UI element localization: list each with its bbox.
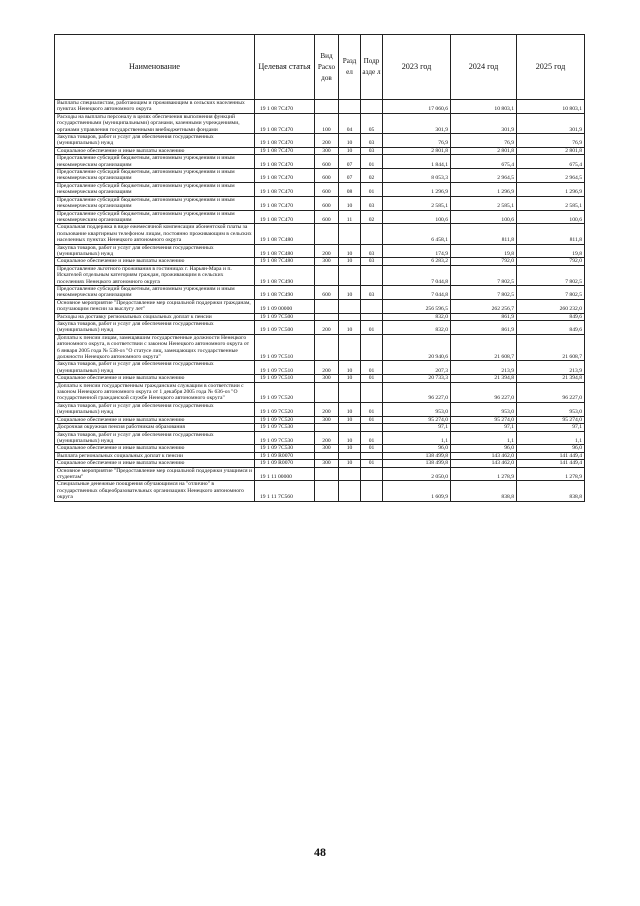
row-target-code: 19 1 09 7С510 bbox=[255, 361, 315, 375]
row-subsection: 03 bbox=[361, 285, 383, 299]
row-value-2023: 2 050,0 bbox=[383, 467, 451, 481]
row-value-2025: 838,8 bbox=[517, 481, 585, 501]
row-name: Выплаты специалистам, работающим и проживающим в сельских населенных пунктах Ненецкого автономного округа bbox=[55, 100, 255, 114]
row-kind bbox=[315, 265, 339, 285]
row-target-code: 19 1 08 7С470 bbox=[255, 182, 315, 196]
row-subsection bbox=[361, 224, 383, 244]
row-value-2024: 19,8 bbox=[451, 244, 517, 258]
row-value-2023: 6 283,2 bbox=[383, 258, 451, 265]
row-section: 10 bbox=[339, 258, 361, 265]
row-kind: 600 bbox=[315, 196, 339, 210]
row-value-2023: 97,1 bbox=[383, 424, 451, 431]
row-subsection: 01 bbox=[361, 460, 383, 467]
row-value-2024: 1 296,9 bbox=[451, 182, 517, 196]
row-section: 11 bbox=[339, 210, 361, 224]
row-section bbox=[339, 100, 361, 114]
row-value-2023: 7 044,8 bbox=[383, 285, 451, 299]
row-kind: 600 bbox=[315, 169, 339, 183]
row-name: Предоставление субсидий бюджетным, автономным учреждениям и иным некоммерческим организациям bbox=[55, 196, 255, 210]
row-value-2025: 7 802,5 bbox=[517, 285, 585, 299]
row-kind: 600 bbox=[315, 210, 339, 224]
row-section: 07 bbox=[339, 155, 361, 169]
row-value-2023: 17 060,6 bbox=[383, 100, 451, 114]
row-name: Расходы на выплаты персоналу в целях обеспечения выполнения функций государственными (муниципальными) органами, казенными учреждениями, органами управления государственными внебюджетными фондами bbox=[55, 113, 255, 133]
row-value-2023: 96,0 bbox=[383, 445, 451, 452]
row-kind: 100 bbox=[315, 113, 339, 133]
row-value-2025: 96 227,0 bbox=[517, 382, 585, 402]
row-value-2024: 811,8 bbox=[451, 224, 517, 244]
row-name: Социальное обеспечение и иные выплаты населению bbox=[55, 375, 255, 382]
row-kind: 300 bbox=[315, 147, 339, 154]
table-row bbox=[55, 416, 585, 423]
header-row bbox=[55, 35, 585, 100]
page-number: 48 bbox=[314, 845, 326, 859]
row-kind bbox=[315, 100, 339, 114]
row-value-2024: 2 585,1 bbox=[451, 196, 517, 210]
table-row bbox=[55, 481, 585, 501]
header-target: Целевая статья bbox=[255, 35, 315, 100]
row-target-code: 19 1 08 7С470 bbox=[255, 210, 315, 224]
row-kind bbox=[315, 467, 339, 481]
row-value-2024: 76,9 bbox=[451, 134, 517, 148]
header-section: Разд ел bbox=[339, 35, 361, 100]
table-row bbox=[55, 224, 585, 244]
row-value-2023: 256 596,5 bbox=[383, 299, 451, 313]
row-section bbox=[339, 424, 361, 431]
row-value-2024: 861,9 bbox=[451, 321, 517, 335]
row-value-2025: 953,0 bbox=[517, 402, 585, 416]
row-value-2025: 1 278,9 bbox=[517, 467, 585, 481]
row-value-2025: 260 232,0 bbox=[517, 299, 585, 313]
row-section: 10 bbox=[339, 244, 361, 258]
row-target-code: 19 1 11 7С560 bbox=[255, 481, 315, 501]
row-target-code: 19 1 08 7С480 bbox=[255, 224, 315, 244]
row-value-2024: 143 462,0 bbox=[451, 460, 517, 467]
header-2023: 2023 год bbox=[383, 35, 451, 100]
table-row bbox=[55, 100, 585, 114]
row-value-2025: 213,9 bbox=[517, 361, 585, 375]
row-subsection: 02 bbox=[361, 210, 383, 224]
row-subsection: 01 bbox=[361, 402, 383, 416]
row-section: 10 bbox=[339, 196, 361, 210]
row-section bbox=[339, 265, 361, 285]
row-target-code: 19 1 09 R0070 bbox=[255, 460, 315, 467]
row-name: Доплаты к пенсии лицам, замещавшим государственные должности Ненецкого автономного округа, в соответствии с законом Ненецкого автономного округа от 6 января 2005 года № 538-оз "О статусе лиц, замещающих государственные должности Ненецкого автономного округа" bbox=[55, 334, 255, 361]
row-section: 10 bbox=[339, 321, 361, 335]
table-row bbox=[55, 147, 585, 154]
table-row bbox=[55, 375, 585, 382]
row-value-2023: 2 585,1 bbox=[383, 196, 451, 210]
row-value-2025: 21 394,8 bbox=[517, 375, 585, 382]
row-subsection: 01 bbox=[361, 416, 383, 423]
row-subsection: 02 bbox=[361, 169, 383, 183]
row-name: Закупка товаров, работ и услуг для обеспечения государственных (муниципальных) нужд bbox=[55, 321, 255, 335]
row-kind bbox=[315, 299, 339, 313]
row-name: Социальное обеспечение и иные выплаты населению bbox=[55, 258, 255, 265]
row-target-code: 19 1 09 7С500 bbox=[255, 313, 315, 320]
row-value-2023: 301,9 bbox=[383, 113, 451, 133]
row-value-2024: 100,6 bbox=[451, 210, 517, 224]
row-value-2025: 76,9 bbox=[517, 134, 585, 148]
table-row bbox=[55, 313, 585, 320]
row-value-2024: 838,8 bbox=[451, 481, 517, 501]
row-value-2025: 100,6 bbox=[517, 210, 585, 224]
row-kind: 300 bbox=[315, 416, 339, 423]
row-kind: 300 bbox=[315, 258, 339, 265]
row-section bbox=[339, 481, 361, 501]
row-value-2023: 1 296,9 bbox=[383, 182, 451, 196]
row-section: 10 bbox=[339, 134, 361, 148]
row-value-2024: 21 608,7 bbox=[451, 334, 517, 361]
row-value-2023: 207,3 bbox=[383, 361, 451, 375]
row-target-code: 19 1 09 7С530 bbox=[255, 445, 315, 452]
header-kind: Вид Расхо дов bbox=[315, 35, 339, 100]
row-subsection: 03 bbox=[361, 244, 383, 258]
row-value-2024: 96,0 bbox=[451, 445, 517, 452]
row-subsection: 01 bbox=[361, 445, 383, 452]
row-value-2025: 2 964,5 bbox=[517, 169, 585, 183]
row-section: 08 bbox=[339, 182, 361, 196]
row-kind bbox=[315, 313, 339, 320]
row-value-2025: 141 449,4 bbox=[517, 460, 585, 467]
row-target-code: 19 1 09 00000 bbox=[255, 299, 315, 313]
table-row bbox=[55, 169, 585, 183]
row-name: Предоставление субсидий бюджетным, автономным учреждениям и иным некоммерческим организациям bbox=[55, 210, 255, 224]
row-section: 10 bbox=[339, 361, 361, 375]
row-value-2025: 21 608,7 bbox=[517, 334, 585, 361]
row-name: Закупка товаров, работ и услуг для обеспечения государственных (муниципальных) нужд bbox=[55, 134, 255, 148]
row-subsection bbox=[361, 382, 383, 402]
row-kind: 300 bbox=[315, 460, 339, 467]
row-kind: 200 bbox=[315, 134, 339, 148]
row-section: 10 bbox=[339, 402, 361, 416]
row-target-code: 19 1 09 R0070 bbox=[255, 452, 315, 459]
row-value-2024: 301,9 bbox=[451, 113, 517, 133]
row-value-2025: 849,6 bbox=[517, 321, 585, 335]
row-section: 10 bbox=[339, 445, 361, 452]
row-value-2023: 6 458,1 bbox=[383, 224, 451, 244]
row-name: Специальные денежные поощрения обучающимся на "отлично" в государственных общеобразовательных организациях Ненецкого автономного округа bbox=[55, 481, 255, 501]
table-row bbox=[55, 431, 585, 445]
row-target-code: 19 1 09 7С530 bbox=[255, 431, 315, 445]
header-subsection: Подр азде л bbox=[361, 35, 383, 100]
row-name: Социальное обеспечение и иные выплаты населению bbox=[55, 460, 255, 467]
table-row bbox=[55, 244, 585, 258]
row-target-code: 19 1 09 7С500 bbox=[255, 321, 315, 335]
row-name: Доплаты к пенсии государственным гражданским служащим в соответствии с законом Ненецкого автономного округа от 1 декабря 2005 года № 636-оз "О государственной гражданской службе Ненецкого автономного округа" bbox=[55, 382, 255, 402]
row-section: 10 bbox=[339, 285, 361, 299]
row-subsection: 01 bbox=[361, 361, 383, 375]
row-subsection bbox=[361, 467, 383, 481]
table-row bbox=[55, 460, 585, 467]
row-kind: 600 bbox=[315, 182, 339, 196]
budget-table bbox=[54, 34, 585, 502]
row-kind: 200 bbox=[315, 361, 339, 375]
table-row bbox=[55, 210, 585, 224]
row-value-2023: 8 053,3 bbox=[383, 169, 451, 183]
row-section: 10 bbox=[339, 431, 361, 445]
row-name: Предоставление льготного проживания в гостиницах г. Нарьян-Мара и п. Искателей отдельным категориям граждан, проживающим в сельских поселениях Ненецкого автономного округа bbox=[55, 265, 255, 285]
row-subsection: 03 bbox=[361, 147, 383, 154]
row-value-2023: 138 499,8 bbox=[383, 452, 451, 459]
table-row bbox=[55, 155, 585, 169]
row-kind: 600 bbox=[315, 285, 339, 299]
row-subsection: 05 bbox=[361, 113, 383, 133]
row-value-2023: 20 733,3 bbox=[383, 375, 451, 382]
row-kind bbox=[315, 224, 339, 244]
row-value-2025: 10 803,1 bbox=[517, 100, 585, 114]
row-value-2023: 832,0 bbox=[383, 321, 451, 335]
row-section: 07 bbox=[339, 169, 361, 183]
row-value-2025: 301,9 bbox=[517, 113, 585, 133]
row-kind: 200 bbox=[315, 244, 339, 258]
row-target-code: 19 1 08 7С470 bbox=[255, 134, 315, 148]
row-subsection bbox=[361, 452, 383, 459]
row-value-2023: 96 227,0 bbox=[383, 382, 451, 402]
row-name: Предоставление субсидий бюджетным, автономным учреждениям и иным некоммерческим организациям bbox=[55, 169, 255, 183]
row-section bbox=[339, 224, 361, 244]
row-target-code: 19 1 08 7С470 bbox=[255, 147, 315, 154]
table-row bbox=[55, 445, 585, 452]
row-value-2024: 792,0 bbox=[451, 258, 517, 265]
table-row bbox=[55, 299, 585, 313]
row-section bbox=[339, 334, 361, 361]
row-kind: 300 bbox=[315, 445, 339, 452]
row-name: Закупка товаров, работ и услуг для обеспечения государственных (муниципальных) нужд bbox=[55, 361, 255, 375]
row-kind bbox=[315, 481, 339, 501]
row-value-2025: 95 274,0 bbox=[517, 416, 585, 423]
row-value-2024: 10 803,1 bbox=[451, 100, 517, 114]
row-name: Выплата региональных социальных доплат к пенсии bbox=[55, 452, 255, 459]
row-subsection: 03 bbox=[361, 134, 383, 148]
row-section bbox=[339, 382, 361, 402]
table-row bbox=[55, 265, 585, 285]
row-subsection bbox=[361, 313, 383, 320]
row-value-2025: 141 449,4 bbox=[517, 452, 585, 459]
row-value-2024: 21 394,8 bbox=[451, 375, 517, 382]
row-value-2023: 7 044,8 bbox=[383, 265, 451, 285]
row-section: 10 bbox=[339, 375, 361, 382]
row-subsection bbox=[361, 265, 383, 285]
row-target-code: 19 1 09 7С520 bbox=[255, 416, 315, 423]
row-value-2025: 849,6 bbox=[517, 313, 585, 320]
row-value-2024: 7 802,5 bbox=[451, 265, 517, 285]
row-kind: 200 bbox=[315, 402, 339, 416]
row-value-2023: 2 801,8 bbox=[383, 147, 451, 154]
row-section bbox=[339, 452, 361, 459]
row-kind: 200 bbox=[315, 321, 339, 335]
row-name: Предоставление субсидий бюджетным, автономным учреждениям и иным некоммерческим организациям bbox=[55, 155, 255, 169]
row-value-2024: 1 278,9 bbox=[451, 467, 517, 481]
row-target-code: 19 1 11 00000 bbox=[255, 467, 315, 481]
row-value-2025: 792,0 bbox=[517, 258, 585, 265]
table-row bbox=[55, 334, 585, 361]
row-value-2023: 1,1 bbox=[383, 431, 451, 445]
row-value-2025: 97,1 bbox=[517, 424, 585, 431]
row-target-code: 19 1 09 7С520 bbox=[255, 402, 315, 416]
row-name: Закупка товаров, работ и услуг для обеспечения государственных (муниципальных) нужд bbox=[55, 431, 255, 445]
row-value-2023: 100,6 bbox=[383, 210, 451, 224]
row-value-2024: 143 462,0 bbox=[451, 452, 517, 459]
row-value-2025: 96,0 bbox=[517, 445, 585, 452]
table-row bbox=[55, 402, 585, 416]
row-value-2024: 96 227,0 bbox=[451, 382, 517, 402]
row-kind bbox=[315, 382, 339, 402]
row-value-2024: 262 256,7 bbox=[451, 299, 517, 313]
row-target-code: 19 1 08 7С470 bbox=[255, 155, 315, 169]
row-value-2023: 832,0 bbox=[383, 313, 451, 320]
row-kind: 200 bbox=[315, 431, 339, 445]
row-kind bbox=[315, 334, 339, 361]
table-row bbox=[55, 285, 585, 299]
table-row bbox=[55, 361, 585, 375]
row-subsection bbox=[361, 100, 383, 114]
row-name: Закупка товаров, работ и услуг для обеспечения государственных (муниципальных) нужд bbox=[55, 244, 255, 258]
row-target-code: 19 1 08 7С470 bbox=[255, 196, 315, 210]
row-value-2023: 20 940,6 bbox=[383, 334, 451, 361]
row-subsection: 03 bbox=[361, 196, 383, 210]
row-section: 10 bbox=[339, 460, 361, 467]
row-value-2025: 811,8 bbox=[517, 224, 585, 244]
row-kind: 300 bbox=[315, 375, 339, 382]
row-value-2023: 76,9 bbox=[383, 134, 451, 148]
table-row bbox=[55, 382, 585, 402]
table-row bbox=[55, 196, 585, 210]
row-kind bbox=[315, 452, 339, 459]
row-subsection: 01 bbox=[361, 321, 383, 335]
row-value-2024: 97,1 bbox=[451, 424, 517, 431]
table-row bbox=[55, 134, 585, 148]
row-value-2025: 1 296,9 bbox=[517, 182, 585, 196]
row-name: Социальное обеспечение и иные выплаты населению bbox=[55, 445, 255, 452]
row-name: Досрочная окружная пенсия работникам образования bbox=[55, 424, 255, 431]
table-row bbox=[55, 467, 585, 481]
table-row bbox=[55, 321, 585, 335]
row-value-2025: 19,8 bbox=[517, 244, 585, 258]
row-target-code: 19 1 09 7С510 bbox=[255, 334, 315, 361]
header-2024: 2024 год bbox=[451, 35, 517, 100]
row-target-code: 19 1 08 7С470 bbox=[255, 100, 315, 114]
row-value-2025: 1,1 bbox=[517, 431, 585, 445]
row-section: 10 bbox=[339, 416, 361, 423]
row-subsection: 01 bbox=[361, 431, 383, 445]
row-section bbox=[339, 299, 361, 313]
row-value-2025: 7 802,5 bbox=[517, 265, 585, 285]
row-value-2023: 138 499,8 bbox=[383, 460, 451, 467]
row-name: Основное мероприятие "Предоставление мер социальной поддержки гражданам, получающим пенсии за выслугу лет" bbox=[55, 299, 255, 313]
row-value-2024: 2 801,8 bbox=[451, 147, 517, 154]
row-section bbox=[339, 467, 361, 481]
header-2025: 2025 год bbox=[517, 35, 585, 100]
row-section: 04 bbox=[339, 113, 361, 133]
row-value-2023: 1 844,1 bbox=[383, 155, 451, 169]
row-target-code: 19 1 08 7С470 bbox=[255, 113, 315, 133]
row-target-code: 19 1 08 7С480 bbox=[255, 244, 315, 258]
row-name: Социальное обеспечение и иные выплаты населению bbox=[55, 147, 255, 154]
row-value-2023: 1 609,9 bbox=[383, 481, 451, 501]
row-value-2025: 675,4 bbox=[517, 155, 585, 169]
table-body bbox=[55, 100, 585, 502]
table-row bbox=[55, 424, 585, 431]
row-value-2024: 95 274,0 bbox=[451, 416, 517, 423]
row-name: Закупка товаров, работ и услуг для обеспечения государственных (муниципальных) нужд bbox=[55, 402, 255, 416]
row-value-2023: 95 274,0 bbox=[383, 416, 451, 423]
row-value-2024: 1,1 bbox=[451, 431, 517, 445]
row-value-2023: 174,9 bbox=[383, 244, 451, 258]
row-subsection bbox=[361, 299, 383, 313]
row-value-2024: 213,9 bbox=[451, 361, 517, 375]
row-value-2024: 953,0 bbox=[451, 402, 517, 416]
row-target-code: 19 1 08 7С480 bbox=[255, 258, 315, 265]
row-section: 10 bbox=[339, 147, 361, 154]
row-subsection bbox=[361, 481, 383, 501]
row-target-code: 19 1 08 7С470 bbox=[255, 169, 315, 183]
row-value-2024: 861,9 bbox=[451, 313, 517, 320]
row-name: Расходы на доставку региональных социальных доплат к пенсии bbox=[55, 313, 255, 320]
row-kind: 600 bbox=[315, 155, 339, 169]
row-value-2024: 675,4 bbox=[451, 155, 517, 169]
row-name: Социальное обеспечение и иные выплаты населению bbox=[55, 416, 255, 423]
row-target-code: 19 1 09 7С510 bbox=[255, 375, 315, 382]
row-target-code: 19 1 09 7С530 bbox=[255, 424, 315, 431]
row-value-2025: 2 801,8 bbox=[517, 147, 585, 154]
row-name: Предоставление субсидий бюджетным, автономным учреждениям и иным некоммерческим организациям bbox=[55, 285, 255, 299]
table-row bbox=[55, 258, 585, 265]
row-subsection: 01 bbox=[361, 375, 383, 382]
row-name: Социальная поддержка в виде ежемесячной компенсации абонентской платы за пользование квартирным телефоном лицам, постоянно проживающим в сельских населенных пунктах Ненецкого автономного округа bbox=[55, 224, 255, 244]
row-subsection: 01 bbox=[361, 155, 383, 169]
row-value-2025: 2 585,1 bbox=[517, 196, 585, 210]
row-value-2024: 2 964,5 bbox=[451, 169, 517, 183]
table-row bbox=[55, 452, 585, 459]
row-target-code: 19 1 08 7С490 bbox=[255, 285, 315, 299]
table-row bbox=[55, 113, 585, 133]
row-value-2024: 7 802,5 bbox=[451, 285, 517, 299]
row-target-code: 19 1 08 7С490 bbox=[255, 265, 315, 285]
row-kind bbox=[315, 424, 339, 431]
row-subsection: 01 bbox=[361, 182, 383, 196]
table-row bbox=[55, 182, 585, 196]
row-subsection bbox=[361, 334, 383, 361]
row-subsection: 03 bbox=[361, 258, 383, 265]
row-section bbox=[339, 313, 361, 320]
row-subsection bbox=[361, 424, 383, 431]
row-value-2023: 953,0 bbox=[383, 402, 451, 416]
header-name: Наименование bbox=[55, 35, 255, 100]
row-target-code: 19 1 09 7С520 bbox=[255, 382, 315, 402]
row-name: Предоставление субсидий бюджетным, автономным учреждениям и иным некоммерческим организациям bbox=[55, 182, 255, 196]
row-name: Основное мероприятие "Предоставление мер социальной поддержки учащимся и студентам" bbox=[55, 467, 255, 481]
